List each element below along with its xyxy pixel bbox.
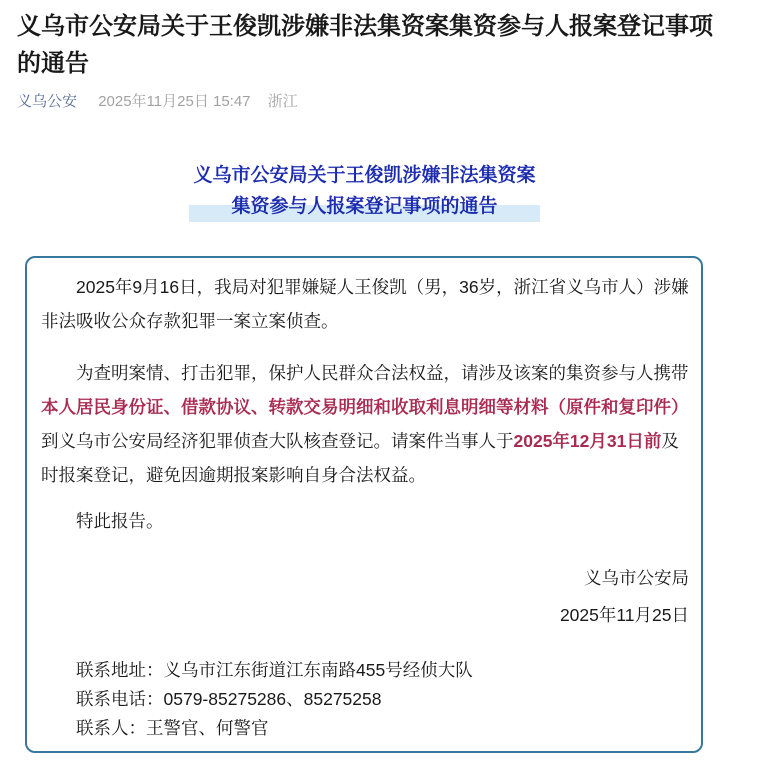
contact-person: 联系人：王警官、何警官 [76, 718, 269, 738]
notice-paragraph-2 [41, 356, 689, 492]
notice-paragraph-1: 2025年9月16日，我局对犯罪嫌疑人王俊凯（男，36岁，浙江省义乌市人）涉嫌非法吸收公众存款犯罪一案立案侦查。 [41, 277, 689, 331]
signature-date: 2025年11月25日 [559, 605, 689, 625]
paragraph2-segment: 到义乌市公安局经济犯罪侦查大队核查登记。请案件当事人于 [41, 431, 514, 451]
signature-block [41, 560, 689, 634]
paragraph2-segment: 为查明案情、打击犯罪，保护人民群众合法权益，请涉及该案的集资参与人携带 [76, 363, 689, 383]
paragraph2-segment: 及时报案登记，避免因逾期报案影响自身合法权益。 [41, 431, 679, 485]
paragraph2-materials-emphasis: 本人居民身份证、借款协议、转款交易明细和收取利息明细等材料（原件和复印件） [41, 397, 689, 417]
contact-phone: 联系电话：0579-85275286、85275258 [76, 689, 382, 709]
paragraph2-deadline-emphasis: 2025年12月31日前 [513, 431, 662, 451]
notice-heading-line2-highlight: 集资参与人报案登记事项的通告 [189, 191, 539, 222]
article-title: 义乌市公安局关于王俊凯涉嫌非法集资案集资参与人报案登记事项的通告 [17, 13, 713, 77]
publish-datetime: 2025年11月25日 15:47 [98, 93, 251, 110]
notice-heading-line1: 义乌市公安局关于王俊凯涉嫌非法集资案 [193, 165, 536, 186]
notice-heading [17, 160, 712, 222]
account-name-link[interactable]: 义乌公安 [17, 93, 78, 110]
notice-body-box [25, 256, 703, 753]
contacts-block [41, 656, 689, 743]
contact-address: 联系地址：义乌市江东街道江东南路455号经侦大队 [76, 660, 473, 680]
signature-org: 义乌市公安局 [584, 568, 689, 588]
notice-heading-line2 [17, 191, 712, 222]
article-meta [17, 91, 722, 112]
publish-location: 浙江 [267, 93, 298, 110]
notice-closing: 特此报告。 [76, 511, 164, 531]
